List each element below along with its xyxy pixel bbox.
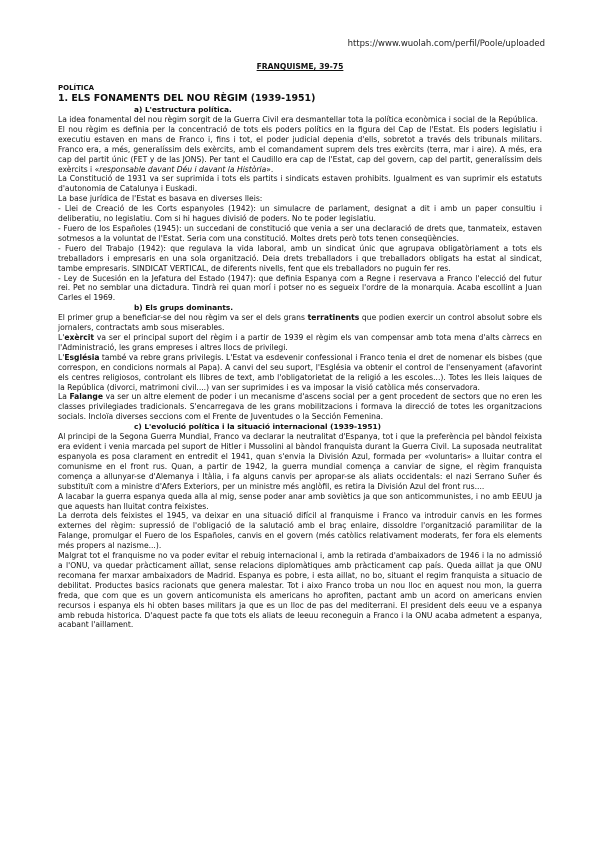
text-run: també va rebre grans privilegis. L'Estat va esdevenir confessional i Franco tenia el dret de nomenar els bisbes (que correspon, en condicions normals al Papa). A canvi del seu suport, l'Església va obtenir el control de l'ensenyament (afavorint els centres religiosos, controlant els llibres de text, amb l'obligatorietat de la religió a les escoles...). Totes les lleis laiques de la República (divorci, matrimoni civil....) van ser suprimides i es va imposar la visió catòlica més conservadora.: [58, 352, 542, 392]
text-run: ».: [266, 164, 274, 174]
text-run: L': [58, 333, 65, 343]
paragraph: [58, 313, 542, 333]
section-label: POLÍTICA: [58, 84, 95, 92]
text-run: El primer grup a beneficiar-se del nou règim va ser el dels grans: [58, 313, 308, 323]
paragraph: Al principi de la Segona Guerra Mundial, Franco va declarar la neutralitat d'Espanya, tot i que la preferència pel bàndol feixista era evident i venia marcada pel suport de Hitler i Mussolini al bàndol franquista durant la Guerra Civil. La suposada neutralitat espanyola es posa clarament en entredit el 1941, quan s'envia la División Azul, formada per «voluntaris» a lluitar contra el comunisme en el front rus. Quan, a partir de 1942, la guerra mundial comença a canviar de signe, el règim franquista comença a allunyar-se d'Alemanya i Itàlia, i fa alguns canvis per apropar-se als aliats occidentals: el nazi Serrano Suñer és substituït com a ministre d'Afers Exteriors, per un ministre més anglòfil, es retira la División Azul del front rus....: [58, 432, 542, 491]
list-item: - Fuero del Trabajo (1942): que regulava la vida laboral, amb un sindicat únic que agrupava obligatòriament a tots els treballadors i empresaris en una sola organització. Deia drets treballadors i que treballadors obligats ha estat al sindicat, tambe empresaris. SINDICAT VERTICAL, de diferents nivells, fent que els treballadors no puguin fer res.: [58, 243, 542, 273]
paragraph: La base jurídica de l'Estat es basava en diverses lleis:: [58, 194, 263, 204]
list-item: - Ley de Sucesión en la Jefatura del Estado (1947): que definia Espanya com a Regne i reservava a Franco l'elecció del futur rei. Pet no semblar una dictadura. Tindrà rei quan morí i potser no es segueix l'ordre de la monarquia. Acaba escollint a Juan Carles el 1969.: [58, 273, 542, 303]
text-run: La: [58, 392, 70, 402]
list-item: - Llei de Creació de les Corts espanyoles (1942): un simulacre de parlament, designat a dit i amb un paper consultiu i deliberatiu, no legislatiu. Com si hi hagues divisió de poders. No te poder legislatiu.: [58, 204, 542, 224]
document-title: FRANQUISME, 39-75: [256, 62, 344, 71]
bold-text: exèrcit: [64, 333, 95, 343]
text-run: L': [58, 352, 65, 362]
paragraph: [58, 392, 542, 422]
text-run: El nou règim es definia per la concentració de tots els poders polítics en la figura del Cap de l'Estat. Els poders legislatiu i executiu estaven en mans de Franco i, fins i tot, el poder judicial depenia d'ells, sobretot a través dels tribunals militars. Franco era, a més, generalíssim dels exèrcits, amb el comandament suprem dels tres exèrcits (terra, mar i aire). A més, era cap del partit únic (FET y de las JONS). Per tant el Caudillo era cap de l'Estat, cap del govern, cap del partit, generalíssim dels exèrcits i «: [58, 124, 542, 174]
bold-text: Església: [64, 352, 100, 362]
paragraph: La Constitució de 1931 va ser suprimida i tots els partits i sindicats estaven prohibits. Igualment es van suprimir els estatuts d'autonomia de Catalunya i Euskadi.: [58, 174, 542, 194]
text-run: va ser el principal suport del règim i a partir de 1939 el règim els van compensar amb tota mena d'alts càrrecs en l'Administració, les grans empreses i altres llocs de privilegi.: [58, 333, 542, 352]
paragraph: La derrota dels feixistes el 1945, va deixar en una situació difícil al franquisme i Franco va introduir canvis en les formes externes del règim: supressió de l'obligació de la salutació amb el braç enlaire, dissoldre l'organització paramilitar de la Falange, promulgar el Fuero de los Españoles, canvis en el govern (més catòlics relativament moderats, fer fora els elements més propers al nazisme...).: [58, 511, 542, 551]
paragraph: Malgrat tot el franquisme no va poder evitar el rebuig internacional i, amb la retirada d'ambaixadors de 1946 i la no admissió a l'ONU, va quedar pràcticament aïllat, sense relacions diplomàtiques amb pràcticament cap país. Queda aillat ja que ONU recomana fer marxar ambaixadors de Madrid. Espanya es pobre, i esta aillat, no bo, situant el regim franquista a situacio de debilitat. Productes basics racionats que genera malestar. Tot i aixo Franco troba un nou lloc en aquest nou mon, la guerra freda, que com que es un govern anticomunista els americans ho aprofiten, pactant amb un acord on americans envien recursos i espanya els hi obten bases militars ja que es un lloc de pas del mediterrani. El president dels eeuu ve a espanya amb rebuda historica. D'aquest pacte fa que tots els aliats de leeuu reconeguin a Franco i la ONU acaba admetent a espanya, acabant l'aillament.: [58, 551, 542, 630]
paragraph: [58, 125, 542, 175]
subheading-c: c) L'evolució política i la situació internacional (1939-1951): [134, 422, 382, 432]
paragraph: [58, 353, 542, 393]
subheading-b: b) Els grups dominants.: [134, 303, 234, 313]
document-body: [58, 83, 542, 630]
paragraph: A lacabar la guerra espanya queda alla al mig, sense poder anar amb soviètics ja que son anticommunistes, i no amb EEUU ja que aquests han lluitat contra feixistes.: [58, 491, 542, 511]
bold-text: terratinents: [307, 313, 360, 323]
heading-1: 1. ELS FONAMENTS DEL NOU RÈGIM (1939-1951): [58, 93, 316, 104]
bold-text: Falange: [69, 392, 104, 402]
list-item: - Fuero de los Españoles (1945): un succedani de constitució que venia a ser una declaració de drets que, tanmateix, estaven sotmesos a la voluntat de l'Estat. Seria com una constitució. Moltes drets però tots tenen conseqüències.: [58, 223, 542, 243]
paragraph: [58, 333, 542, 353]
italic-text: responsable davant Déu i davant la Història: [99, 164, 267, 174]
text-run: va ser un altre element de poder i un mecanisme d'ascens social per a gent procedent de sectors que no eren les classes privilegiades tradicionals. S'encarregava de les grans mobilitzacions i formava la direcció de totes les organitzacions socials. Incloïa diverses seccions com el Frente de Juventudes o la Sección Femenina.: [58, 392, 542, 422]
subheading-a: a) L'estructura política.: [134, 105, 232, 114]
paragraph: La idea fonamental del nou règim sorgit de la Guerra Civil era desmantellar tota la política econòmica i social de la República.: [58, 115, 538, 124]
source-url: https://www.wuolah.com/perfil/Poole/uploaded: [347, 39, 545, 49]
text-run: que podien exercir un control absolut sobre els jornalers, contractats amb sous miserables.: [58, 313, 542, 333]
